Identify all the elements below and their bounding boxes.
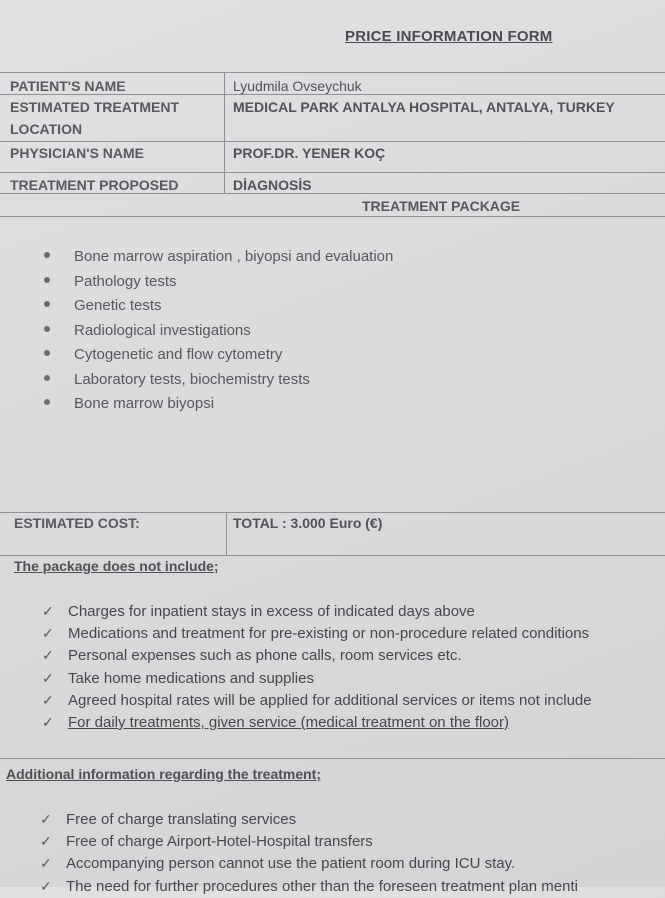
physician-value: PROF.DR. YENER KOÇ	[233, 145, 386, 161]
checkmark-icon: ✓	[40, 811, 52, 827]
checkmark-icon: ✓	[42, 669, 54, 686]
list-item: Genetic tests	[44, 295, 393, 320]
checkmark-icon: ✓	[42, 691, 54, 708]
list-item: ✓ Free of charge Airport-Hotel-Hospital transfers	[40, 830, 578, 852]
form-title: PRICE INFORMATION FORM	[345, 28, 553, 45]
list-item: Cytogenetic and flow cytometry	[44, 344, 393, 369]
location-label-line2: LOCATION	[10, 121, 83, 137]
list-item: ✓ The need for further procedures other than the foreseen treatment plan menti	[40, 875, 578, 897]
checkmark-icon: ✓	[42, 647, 54, 664]
location-value: MEDICAL PARK ANTALYA HOSPITAL, ANTALYA, TURKEY	[233, 99, 615, 115]
list-item: ✓ Personal expenses such as phone calls, room services etc.	[42, 644, 592, 666]
list-item: Pathology tests	[44, 271, 393, 296]
location-label-line1: ESTIMATED TREATMENT	[10, 99, 180, 115]
bullet-dot-icon	[44, 399, 50, 405]
estimated-cost-row	[0, 512, 665, 556]
estimated-cost-label: ESTIMATED COST:	[14, 515, 140, 531]
checkmark-icon: ✓	[40, 877, 52, 894]
list-item: ✓ Agreed hospital rates will be applied for additional services or items not include	[42, 689, 592, 711]
bullet-dot-icon	[44, 252, 50, 258]
not-included-heading: The package does not include;	[14, 558, 219, 574]
package-items-list	[44, 246, 393, 418]
list-item: Laboratory tests, biochemistry tests	[44, 369, 393, 394]
bullet-dot-icon	[44, 326, 50, 332]
location-row	[0, 94, 665, 139]
treatment-label: TREATMENT PROPOSED	[10, 177, 179, 193]
list-item: ✓ Take home medications and supplies	[42, 667, 592, 689]
additional-info-heading: Additional information regarding the treatment;	[6, 766, 322, 782]
bullet-dot-icon	[44, 277, 50, 283]
checkmark-icon: ✓	[40, 833, 52, 850]
checkmark-icon: ✓	[42, 713, 54, 730]
not-included-list	[42, 600, 592, 733]
patient-name-value: Lyudmila Ovseychuk	[233, 78, 362, 94]
package-separator	[0, 216, 665, 217]
cost-divider	[226, 513, 227, 555]
list-item: ✓ Charges for inpatient stays in excess of indicated days above	[42, 600, 592, 622]
bullet-dot-icon	[44, 350, 50, 356]
table-divider	[224, 72, 225, 194]
bullet-dot-icon	[44, 375, 50, 381]
bullet-dot-icon	[44, 301, 50, 307]
list-item: ✓ Free of charge translating services	[40, 808, 578, 830]
list-item: Radiological investigations	[44, 320, 393, 345]
list-item: ✓ Accompanying person cannot use the patient room during ICU stay.	[40, 852, 578, 874]
physician-row	[0, 141, 665, 168]
list-item: ✓ For daily treatments, given service (medical treatment on the floor)	[42, 711, 592, 733]
checkmark-icon: ✓	[42, 603, 54, 619]
physician-label: PHYSICIAN'S NAME	[10, 145, 145, 161]
list-item: Bone marrow biyopsi	[44, 393, 393, 418]
list-item: ✓ Medications and treatment for pre-existing or non-procedure related conditions	[42, 622, 592, 644]
patient-name-label: PATIENT'S NAME	[10, 78, 126, 94]
table-bottom-border	[0, 193, 665, 194]
checkmark-icon: ✓	[40, 855, 52, 872]
treatment-value: DİAGNOSİS	[233, 177, 312, 193]
additional-info-list	[40, 808, 578, 897]
treatment-package-title: TREATMENT PACKAGE	[362, 198, 521, 214]
list-item: Bone marrow aspiration , biyopsi and evaluation	[44, 246, 393, 271]
estimated-cost-value: TOTAL : 3.000 Euro (€)	[233, 515, 383, 531]
checkmark-icon: ✓	[42, 625, 54, 642]
section-separator	[0, 758, 665, 759]
